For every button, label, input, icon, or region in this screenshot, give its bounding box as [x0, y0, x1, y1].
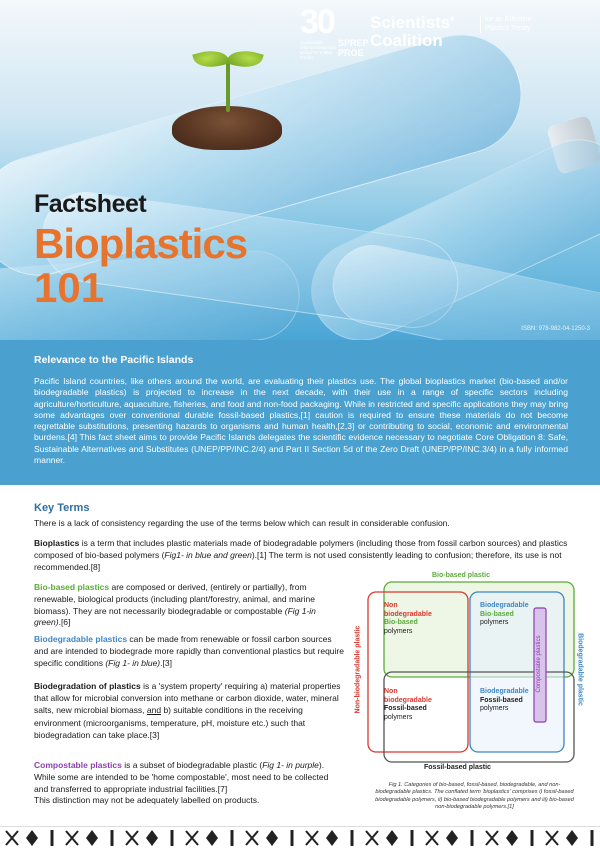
q4-line3: polymers: [480, 705, 509, 712]
footer-motif: [446, 830, 458, 846]
compostable-text-3: This distinction may not be adequately labelled on products.: [34, 795, 260, 806]
footer-motif: [126, 831, 138, 845]
footer-motif: [411, 830, 414, 846]
label-non-biodegradable: Non-biodegradable plastic: [354, 625, 362, 714]
footer-motif: [531, 830, 534, 846]
q2-line2: Bio-based: [480, 610, 514, 618]
q1-line1: Non: [384, 602, 398, 609]
compostable-definition: [34, 760, 344, 807]
quadrant-nonbio-biobased: [384, 602, 432, 636]
biobased-text: are composed or derived, (entirely or partially), from renewable, biological products (including plant/forestry, animal, and marine biomass). They are not necessarily biodegradable or compostable: [34, 582, 315, 616]
page-title: Bioplastics: [34, 220, 248, 267]
decorative-footer: [0, 826, 600, 848]
footer-motif: [6, 831, 18, 845]
biodegradation-definition: [34, 680, 344, 741]
sprep-logo: [300, 3, 369, 62]
soil-mound: [172, 106, 282, 150]
footer-motif: [111, 830, 114, 846]
footer-motif: [566, 830, 578, 846]
biodegradable-fig-ref: (Fig 1- in blue): [105, 657, 161, 668]
logo-tagline: Sustainable environments and action for a Blue Pacific: [300, 40, 336, 60]
footer-motif: [366, 831, 378, 845]
logo-sprep-text: [338, 38, 369, 58]
footer-motif: [231, 830, 234, 846]
coalition-name-1: Scientists': [370, 13, 455, 32]
biobased-fig-ref: (Fig 1-in green): [34, 605, 316, 628]
logo-proe: PROE: [338, 48, 364, 58]
footer-motif: [326, 830, 338, 846]
footer-motif: [471, 830, 474, 846]
relevance-heading: Relevance to the Pacific Islands: [34, 354, 194, 366]
footer-motif: [386, 830, 398, 846]
q3-line4: polymers: [384, 713, 413, 721]
biobased-definition: [34, 582, 344, 629]
footer-motif: [426, 831, 438, 845]
coalition-subtitle: for an Effective Plastics Treaty: [480, 16, 540, 33]
q1-line2: biodegradable: [384, 610, 432, 618]
footer-motif: [171, 830, 174, 846]
q3-line2: biodegradable: [384, 696, 432, 704]
footer-motif: [66, 831, 78, 845]
compostable-text-1: is a subset of biodegradable plastic (: [121, 760, 263, 770]
footer-motif: [186, 831, 198, 845]
biobased-ref: .[6]: [58, 617, 71, 628]
q2-line3: polymers: [480, 619, 509, 626]
q3-line3: Fossil-based: [384, 705, 427, 712]
label-biodegradable: Biodegradable plastic: [576, 633, 584, 706]
biodegradable-text: can be made from renewable or fossil carbon sources and are intended to biodegrade more rapidly than conventional plastics but require specific conditions: [34, 634, 344, 668]
key-terms-intro: There is a lack of consistency regarding the use of the terms below which can result in considerable confusion.: [34, 518, 450, 528]
term-bioplastics: Bioplastics: [34, 538, 80, 548]
seedling-leaf: [226, 46, 264, 72]
kicker: Factsheet: [34, 190, 147, 218]
bioplastics-text-2: ).[1] The term is not used consistently leading to confusion; therefore, its use is not recommended.[8]: [34, 549, 562, 572]
term-compostable: Compostable plastics: [34, 760, 122, 770]
term-biobased: Bio-based plastics: [34, 582, 110, 592]
term-biodegradable: Biodegradable plastics: [34, 634, 128, 644]
q1-line4: polymers: [384, 627, 413, 635]
q1-line3: Bio-based: [384, 619, 418, 626]
coalition-logo: [370, 13, 532, 50]
term-biodegradation: Biodegradation of plastics: [34, 681, 141, 691]
q2-line1: Biodegradable: [480, 602, 529, 609]
seedling-leaf: [192, 46, 230, 72]
bioplastics-text: is a term that includes plastic materials made of biodegradable polymers (including those from fossil carbon sources) and plastics composed of bio-based polymers (: [34, 538, 568, 560]
key-terms-heading: Key Terms: [34, 502, 90, 514]
footer-motif: [306, 831, 318, 845]
label-compostable: Compostable plastics: [536, 635, 542, 693]
footer-motif: [291, 830, 294, 846]
biodegradable-ref: .[3]: [160, 657, 172, 668]
footer-motif: [351, 830, 354, 846]
footer-motif: [86, 830, 98, 846]
biodegradable-definition: [34, 634, 344, 669]
hero-image: [0, 0, 600, 340]
footer-motif: [591, 830, 594, 846]
footer-motif: [146, 830, 158, 846]
quadrant-nonbio-fossil: [384, 688, 432, 722]
relevance-body: Pacific Island countries, like others around the world, are evaluating their plastics use. The global bioplastics market (bio-based and/or biodegradable plastics) is projected to increase in the next decade, with their use in a range of specific sectors including agriculture/horticulture, aquaculture, fisheries, and food and non-food packaging. While in restricted and specific applications they may bring some advantages over conventional durable fossil-based plastics,[1] caution is required to ensure these materials do not become regrettable substitutions, presenting hazards to organisms and human health,[2,3] or contributing to social, economic and environmental burdens.[4] This fact sheet aims to provide Pacific Islands delegates the scientific evidence necessary to negotiate Core Obligation 8: Safe, Sustainable Alternatives and Substitutes (UNEP/PP/INC.2/4) and Part II Section 5d of the Zero Draft (UNEP/PP/INC.3/4) in a fully informed manner.: [34, 376, 568, 466]
q4-line1: Biodegradable: [480, 688, 529, 695]
compostable-fig-ref: Fig 1- in purple: [262, 760, 319, 770]
footer-motif: [246, 831, 258, 845]
footer-motif: [206, 830, 218, 846]
figure-caption: Fig 1. Categories of bio-based, fossil-based, biodegradable, and non-biodegradable plastics. The conflated term 'bioplastics' comprises i) fossil-based biodegradable polymers, ii) bio-based biodegradable polymers and iii) bio-based non-biodegradable polymers.[1]: [375, 782, 574, 811]
biodegradation-text-2: b) suitable conditions in the receiving environment (microorganisms, temperature, pH, moisture etc.) such that biodegradation can take place.[3]: [34, 705, 306, 740]
footer-motif: [51, 830, 54, 846]
footer-motif: [506, 830, 518, 846]
compostable-text-2: ). While some are intended to be 'home compostable', most need to be collected and transferred to appropriate industrial facilities.[7]: [34, 760, 329, 794]
logo-30: 30: [300, 3, 334, 41]
footer-motif: [266, 830, 278, 846]
isbn: ISBN: 978-982-04-1250-3: [521, 326, 590, 332]
biodegradation-text-1: is a 'system property' requiring a) material properties that allow for microbial conversion into methane or carbon dioxide, water, mineral salts, new microbial biomass,: [34, 681, 341, 716]
pattern-border: [0, 827, 600, 848]
label-fossil-based: Fossil-based plastic: [424, 764, 491, 771]
footer-motif: [26, 830, 38, 846]
quadrant-bio-biobased: [480, 602, 529, 628]
bioplastics-fig-ref: Fig1- in blue and green: [164, 549, 252, 560]
coalition-name-2: Coalition: [370, 31, 443, 50]
quadrant-bio-fossil: [480, 688, 529, 714]
q4-line2: Fossil-based: [480, 696, 523, 704]
relevance-section: [0, 340, 600, 485]
footer-motif: [486, 831, 498, 845]
logo-sprep: SPREP: [338, 38, 369, 48]
label-biobased: Bio-based plastic: [432, 572, 490, 579]
footer-motif: [546, 831, 558, 845]
biodegradation-and: and: [146, 705, 162, 716]
plastics-categories-diagram: [350, 570, 590, 780]
q3-line1: Non: [384, 688, 398, 695]
page-title-number: 101: [34, 264, 105, 311]
bioplastics-definition: [34, 538, 568, 573]
seedling-stem: [226, 62, 230, 112]
